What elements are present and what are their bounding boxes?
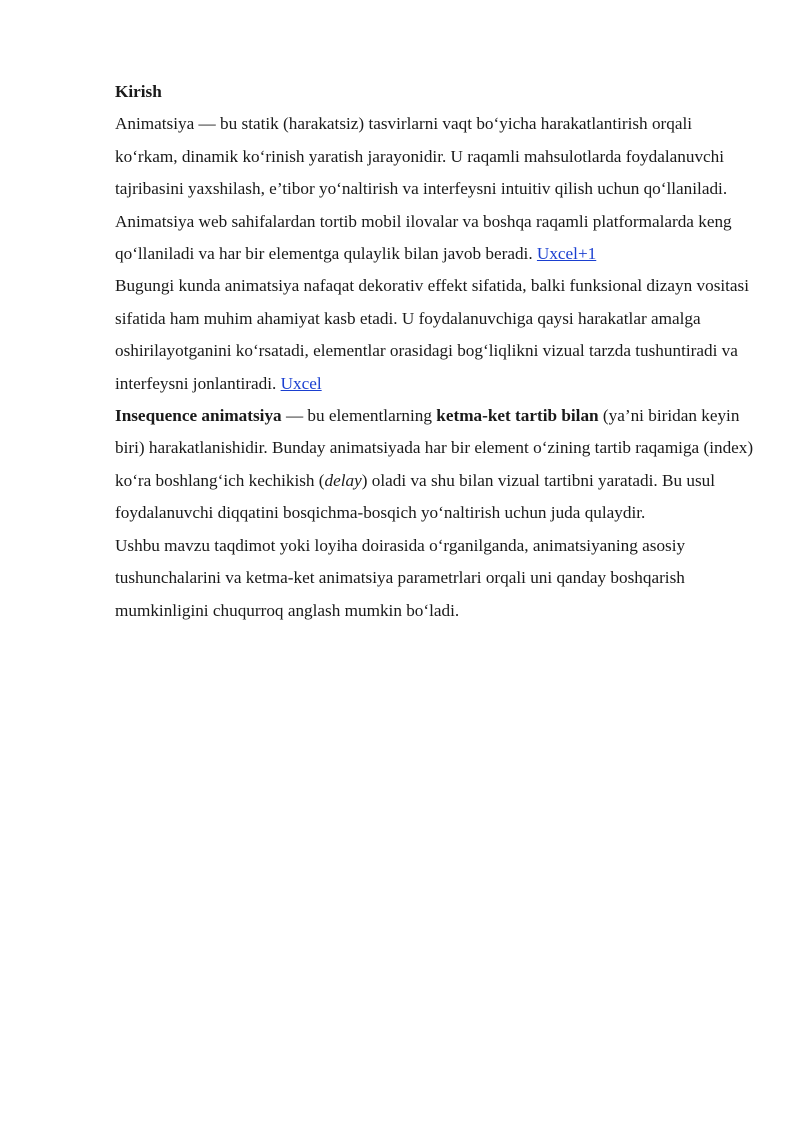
paragraph-insequence-text-3: ) oladi va shu bilan vizual tartibni yaratadi. Bu usul foydalanuvchi diqqatini bosqichma-bosqich yo‘naltirish uchun juda qulaydir. [115,470,715,523]
paragraph-intro [115,108,755,270]
document-body [115,76,755,627]
source-link-uxcel[interactable]: Uxcel [280,373,322,393]
term-delay: delay [324,470,362,490]
paragraph-conclusion: Ushbu mavzu taqdimot yoki loyiha doirasida o‘rganilganda, animatsiyaning asosiy tushunchalarini va ketma-ket animatsiya parametrlari orqali uni qanday boshqarish mumkinligini chuqurroq anglash mumkin bo‘ladi. [115,535,686,620]
term-sequential-order: ketma-ket tartib bilan [436,406,599,426]
paragraph-intro-text: Animatsiya — bu statik (harakatsiz) tasvirlarni vaqt bo‘yicha harakatlantirish orqali ko‘rkam, dinamik ko‘rinish yaratish jarayonidir. U raqamli mahsulotlarda foydalanuvchi tajribasini yaxshilash, e’tibor yo‘naltirish va interfeysni intuitiv qilish uchun qo‘llaniladi. Animatsiya web sahifalardan tortib mobil ilovalar va boshqa raqamli platformalarda keng qo‘llaniladi va har bir elementga qulaylik bilan javob beradi. [115,114,732,264]
section-heading: Kirish [115,82,162,101]
term-insequence: Insequence animatsiya [115,406,282,426]
paragraph-importance-text: Bugungi kunda animatsiya nafaqat dekorativ effekt sifatida, balki funksional dizayn vositasi sifatida ham muhim ahamiyat kasb etadi. U foydalanuvchiga qaysi harakatlar amalga oshirilayotganini ko‘rsatadi, elementlar orasidagi bog‘liqlikni vizual tarzda tushuntiradi va interfeysni jonlantiradi. [115,276,750,393]
paragraph-insequence [115,400,755,530]
paragraph-insequence-text-1: — bu elementlarning [281,406,437,426]
source-link-uxcel-1[interactable]: Uxcel+1 [536,244,597,264]
paragraph-insequence-text-2: (ya’ni biridan keyin biri) harakatlanishidir. Bunday animatsiyada har bir element o‘zining tartib raqamiga (index) ko‘ra boshlang‘ich kechikish ( [115,406,754,490]
paragraph-importance [115,270,755,400]
